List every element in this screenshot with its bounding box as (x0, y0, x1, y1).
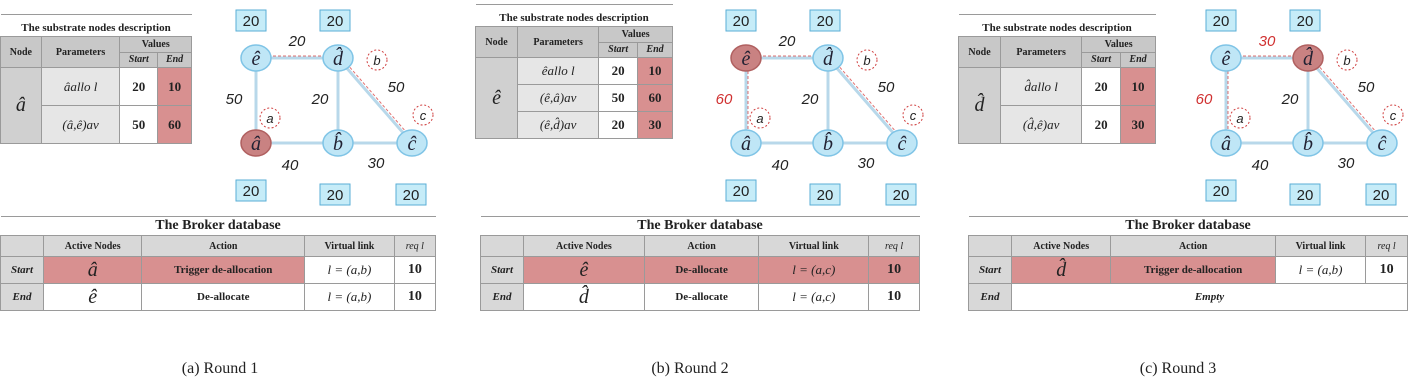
col-values: Values (599, 27, 673, 43)
h-virtual-link: Virtual link (759, 236, 869, 257)
table-title: The substrate nodes description (1, 15, 192, 37)
row-end-label: End (1, 284, 44, 311)
capacity-label: 20 (732, 13, 750, 30)
end-node: ê (44, 284, 142, 311)
start-value: 20 (599, 58, 638, 85)
end-empty: Empty (1012, 284, 1408, 311)
edge-label-ed: 20 (778, 33, 796, 50)
row-end-label: End (969, 284, 1012, 311)
node-label-d: d̂ (1303, 48, 1313, 70)
h-virtual-link: Virtual link (1275, 236, 1365, 257)
node-label-b: b̂ (1303, 133, 1313, 155)
edge-label-ea: 50 (225, 91, 243, 108)
edge-label-bc: 30 (1337, 155, 1355, 172)
start-value: 20 (120, 68, 158, 106)
start-vlink: l = (a,b) (1275, 257, 1365, 284)
edge-dc (1308, 58, 1382, 143)
capacity-label: 20 (242, 13, 260, 30)
marker-label: a (266, 111, 274, 126)
broker-table (480, 216, 920, 311)
end-value: 30 (638, 112, 673, 139)
start-action: Trigger de-allocation (142, 257, 305, 284)
h-action: Action (1111, 236, 1275, 257)
end-value: 10 (1121, 68, 1156, 106)
col-params: Parameters (1001, 37, 1082, 68)
node-label-c: ĉ (897, 133, 907, 155)
param-cell: d̂allo l (1001, 68, 1082, 106)
node-label-a: â (251, 133, 261, 155)
param-cell: (ê,â)av (518, 85, 599, 112)
edge-label-db: 20 (801, 91, 819, 108)
end-action: De-allocate (644, 284, 759, 311)
end-value: 60 (158, 106, 192, 144)
network-graph (1190, 0, 1395, 205)
capacity-label: 20 (1296, 187, 1314, 204)
marker-label: a (756, 111, 764, 126)
node-cell: d̂ (959, 68, 1001, 144)
substrate-nodes-table (475, 4, 673, 139)
broker-table (968, 216, 1408, 311)
capacity-label: 20 (1296, 13, 1314, 30)
start-req: 10 (1366, 257, 1408, 284)
end-action: De-allocate (142, 284, 305, 311)
h-virtual-link: Virtual link (305, 236, 394, 257)
edge-label-bc: 30 (367, 155, 385, 172)
node-label-d: d̂ (823, 48, 833, 70)
network-graph (710, 0, 915, 205)
broker-corner (481, 236, 524, 257)
start-action: Trigger de-allocation (1111, 257, 1275, 284)
node-label-e: ê (1221, 48, 1231, 70)
caption: (a) Round 1 (181, 360, 259, 377)
start-value: 20 (1082, 68, 1121, 106)
start-node: d̂ (1012, 257, 1111, 284)
node-label-b: b̂ (823, 133, 833, 155)
capacity-label: 20 (816, 187, 834, 204)
col-end: End (158, 52, 192, 68)
col-params: Parameters (41, 37, 120, 68)
end-vlink: l = (a,b) (305, 284, 394, 311)
row-start-label: Start (969, 257, 1012, 284)
start-value: 50 (599, 85, 638, 112)
h-action: Action (644, 236, 759, 257)
caption: (c) Round 3 (1139, 360, 1217, 377)
capacity-label: 20 (1212, 183, 1230, 200)
end-node: d̂ (524, 284, 645, 311)
broker-corner (1, 236, 44, 257)
capacity-label: 20 (892, 187, 910, 204)
capacity-label: 20 (1372, 187, 1390, 204)
h-active-nodes: Active Nodes (524, 236, 645, 257)
panel-round-1 (0, 0, 440, 377)
node-cell: ê (476, 58, 518, 139)
start-vlink: l = (a,c) (759, 257, 869, 284)
capacity-label: 20 (732, 183, 750, 200)
marker-label: c (1389, 108, 1397, 123)
capacity-label: 20 (816, 13, 834, 30)
capacity-label: 20 (242, 183, 260, 200)
edge-dc (338, 58, 412, 143)
edge-label-db: 20 (311, 91, 329, 108)
h-active-nodes: Active Nodes (44, 236, 142, 257)
start-node: â (44, 257, 142, 284)
col-node: Node (476, 27, 518, 58)
h-req: req l (394, 236, 435, 257)
capacity-label: 20 (402, 187, 420, 204)
broker-title: The Broker database (969, 217, 1408, 236)
start-value: 20 (1082, 106, 1121, 144)
node-label-a: â (741, 133, 751, 155)
substrate-nodes-table (958, 14, 1156, 144)
panel-round-2 (470, 0, 917, 377)
row-start-label: Start (481, 257, 524, 284)
end-value: 30 (1121, 106, 1156, 144)
node-label-d: d̂ (333, 48, 343, 70)
table-title: The substrate nodes description (959, 15, 1156, 37)
edge-label-ed: 20 (288, 33, 306, 50)
end-req: 10 (869, 284, 920, 311)
edge-label-dc: 50 (387, 79, 405, 96)
node-label-b: b̂ (333, 133, 343, 155)
broker-title: The Broker database (1, 217, 436, 236)
param-cell: (ê,d̂)av (518, 112, 599, 139)
col-end: End (638, 42, 673, 58)
broker-corner (969, 236, 1012, 257)
edge-label-dc: 50 (1357, 79, 1375, 96)
start-req: 10 (394, 257, 435, 284)
broker-table (0, 216, 436, 311)
end-req: 10 (394, 284, 435, 311)
start-req: 10 (869, 257, 920, 284)
end-vlink: l = (a,c) (759, 284, 869, 311)
col-start: Start (1082, 52, 1121, 68)
edge-label-ed: 30 (1258, 33, 1276, 50)
param-cell: êallo l (518, 58, 599, 85)
end-value: 10 (158, 68, 192, 106)
col-end: End (1121, 52, 1156, 68)
edge-label-ea: 60 (1195, 91, 1213, 108)
col-values: Values (1082, 37, 1156, 53)
h-req: req l (1366, 236, 1408, 257)
capacity-label: 20 (1212, 13, 1230, 30)
edge-label-db: 20 (1281, 91, 1299, 108)
h-req: req l (869, 236, 920, 257)
node-label-c: ĉ (407, 133, 417, 155)
node-label-a: â (1221, 133, 1231, 155)
network-graph (220, 0, 445, 205)
col-values: Values (120, 37, 192, 53)
param-cell: (d̂,ê)av (1001, 106, 1082, 144)
h-active-nodes: Active Nodes (1012, 236, 1111, 257)
start-value: 50 (120, 106, 158, 144)
broker-title: The Broker database (481, 217, 920, 236)
caption: (b) Round 2 (651, 360, 729, 377)
row-end-label: End (481, 284, 524, 311)
table-title: The substrate nodes description (476, 5, 673, 27)
col-node: Node (1, 37, 42, 68)
col-params: Parameters (518, 27, 599, 58)
edge-label-ea: 60 (715, 91, 733, 108)
edge-label-ab: 40 (771, 157, 789, 174)
param-cell: (â,ê)av (41, 106, 120, 144)
capacity-label: 20 (326, 13, 344, 30)
substrate-nodes-table (0, 14, 192, 144)
edge-label-ab: 40 (1251, 157, 1269, 174)
end-value: 10 (638, 58, 673, 85)
node-label-c: ĉ (1377, 133, 1387, 155)
marker-label: b (1343, 53, 1351, 68)
panel-round-3 (958, 0, 1398, 377)
marker-label: b (373, 53, 381, 68)
start-value: 20 (599, 112, 638, 139)
end-value: 60 (638, 85, 673, 112)
col-start: Start (599, 42, 638, 58)
col-start: Start (120, 52, 158, 68)
node-cell: â (1, 68, 42, 144)
marker-label: c (909, 108, 917, 123)
marker-label: a (1236, 111, 1244, 126)
h-action: Action (142, 236, 305, 257)
marker-label: c (419, 108, 427, 123)
edge-label-ab: 40 (281, 157, 299, 174)
start-vlink: l = (a,b) (305, 257, 394, 284)
capacity-label: 20 (326, 187, 344, 204)
marker-label: b (863, 53, 871, 68)
edge-dc (828, 58, 902, 143)
node-label-e: ê (251, 48, 261, 70)
start-node: ê (524, 257, 645, 284)
edge-label-bc: 30 (857, 155, 875, 172)
col-node: Node (959, 37, 1001, 68)
param-cell: âallo l (41, 68, 120, 106)
start-action: De-allocate (644, 257, 759, 284)
row-start-label: Start (1, 257, 44, 284)
node-label-e: ê (741, 48, 751, 70)
edge-label-dc: 50 (877, 79, 895, 96)
